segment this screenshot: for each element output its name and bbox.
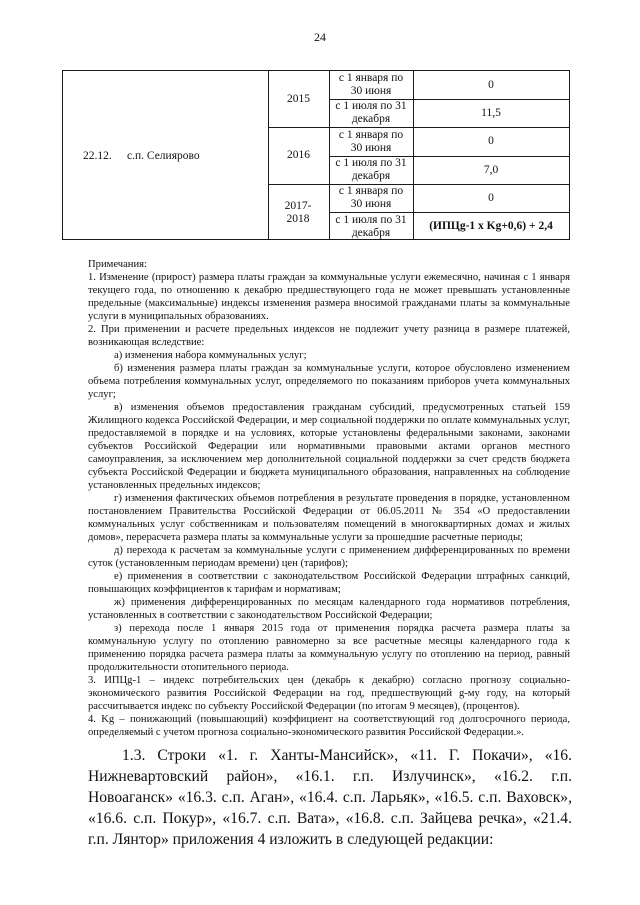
note-item: 1. Изменение (прирост) размера платы граждан за коммунальные услуги ежемесячно, начиная с 1 января текущего года, по отношению к декабрю предшествующего года не может превышать установленные предельные (максимальные) индексы изменения размера вносимой гражданами платы за коммунальные услуги в муниципальных образованиях. — [88, 272, 570, 322]
value-cell: 0 — [488, 191, 494, 204]
period-cell: с 1 января по 30 июня — [338, 185, 404, 210]
year-cell: 2015 — [287, 92, 310, 105]
page-number: 24 — [314, 30, 326, 44]
note-subitem: г) изменения фактических объемов потребления в результате проведения в порядке, установленном постановлением Правительства Российской Федерации от 06.05.2011 № 354 «О предоставлении коммунальных услуг собственникам и пользователям помещений в многоквартирных домах и жилых домов», перерасчета размера платы за коммунальные услуги за прошедшие расчетные периоды; — [88, 493, 570, 543]
tariff-table — [62, 70, 570, 240]
row-code: 22.12. — [83, 149, 112, 162]
note-item: 4. Kg – понижающий (повышающий) коэффициент на соответствующий год долгосрочного периода, определяемый с учетом прогноза социально-экономического развития Российской Федерации.». — [88, 714, 570, 738]
note-subitem: д) перехода к расчетам за коммунальные услуги с применением дифференцированных по времени суток (установленным периодам времени) цен (тарифов); — [88, 545, 570, 569]
value-cell: 0 — [488, 135, 494, 147]
main-paragraph-text: 1.3. Строки «1. г. Ханты-Мансийск», «11. Г. Покачи», «16. Нижневартовский район», «16.1. г.п. Излучинск», «16.2. г.п. Новоаганск» «16.3. с.п. Аган», «16.4. с.п. Ларьяк», «16.5. с.п. Ваховск», «16.6. с.п. Покур», «16.7. с.п. Вата», «16.8. с.п. Зайцева речка», «21.4. г.п. Лянтор» приложения 4 изложить в следующей редакции: — [88, 747, 572, 848]
formula-cell: (ИПЦg-1 х Kg+0,6) + 2,4 — [429, 220, 553, 232]
main-paragraph — [88, 745, 572, 850]
period-cell: с 1 июля по 31 декабря — [335, 157, 407, 182]
note-subitem: ж) применения дифференцированных по месяцам календарного года нормативов потребления, установленных в соответствии с законодательством Российской Федерации; — [88, 597, 570, 621]
row-name: с.п. Селиярово — [127, 149, 200, 162]
value-cell: 0 — [488, 78, 494, 91]
value-cell: 7,0 — [483, 163, 499, 176]
period-cell: с 1 июля по 31 декабря — [335, 100, 407, 125]
period-cell: с 1 июля по 31 декабря — [335, 213, 407, 239]
value-cell: 11,5 — [481, 106, 501, 119]
period-cell: с 1 января по 30 июня — [338, 128, 404, 154]
notes-heading: Примечания: — [88, 259, 147, 270]
year-cell: 2016 — [287, 149, 310, 161]
note-subitem: з) перехода после 1 января 2015 года от применения порядка расчета размера платы за коммунальную услугу по отоплению равномерно за все расчетные месяцы календарного года к применению порядка расчета размера платы за коммунальную услугу по отоплению на период, равный продолжительности отопительного периода. — [88, 623, 570, 673]
note-subitem: е) применения в соответствии с законодательством Российской Федерации штрафных санкций, повышающих коэффициентов к тарифам и нормативам; — [88, 571, 570, 595]
year-cell: 2017-2018 — [284, 199, 312, 225]
note-subitem: б) изменения размера платы граждан за коммунальные услуги, которое обусловлено изменением объема потребления коммунальных услуг, определяемого по показаниям приборов учета коммунальных услуг; — [88, 363, 570, 400]
note-item: 2. При применении и расчете предельных индексов не подлежит учету разница в размере платежей, возникающая вследствие: — [88, 324, 570, 348]
note-item: 3. ИПЦg-1 – индекс потребительских цен (декабрь к декабрю) согласно прогнозу социально-экономического развития Российской Федерации на год, предшествующий g-му году, на который рассчитывается индекс по субъекту Российской Федерации (по итогам 9 месяцев), (процентов). — [88, 675, 570, 712]
notes-section — [88, 258, 570, 739]
note-subitem: а) изменения набора коммунальных услуг; — [114, 350, 307, 361]
period-cell: с 1 января по 30 июня — [338, 72, 404, 97]
note-subitem: в) изменения объемов предоставления гражданам субсидий, предусмотренных статьей 159 Жилищного кодекса Российской Федерации, и мер социальной поддержки по оплате коммунальных услуг, предоставляемой в порядке и на условиях, которые установлены федеральными законами, законами субъектов Российской Федерации или нормативными правовыми актами органов местного самоуправления, за исключением мер дополнительной социальной поддержки за счет средств бюджета субъекта Российской Федерации и бюджета муниципального образования, направленных на соблюдение установленных предельных индексов; — [88, 402, 571, 491]
